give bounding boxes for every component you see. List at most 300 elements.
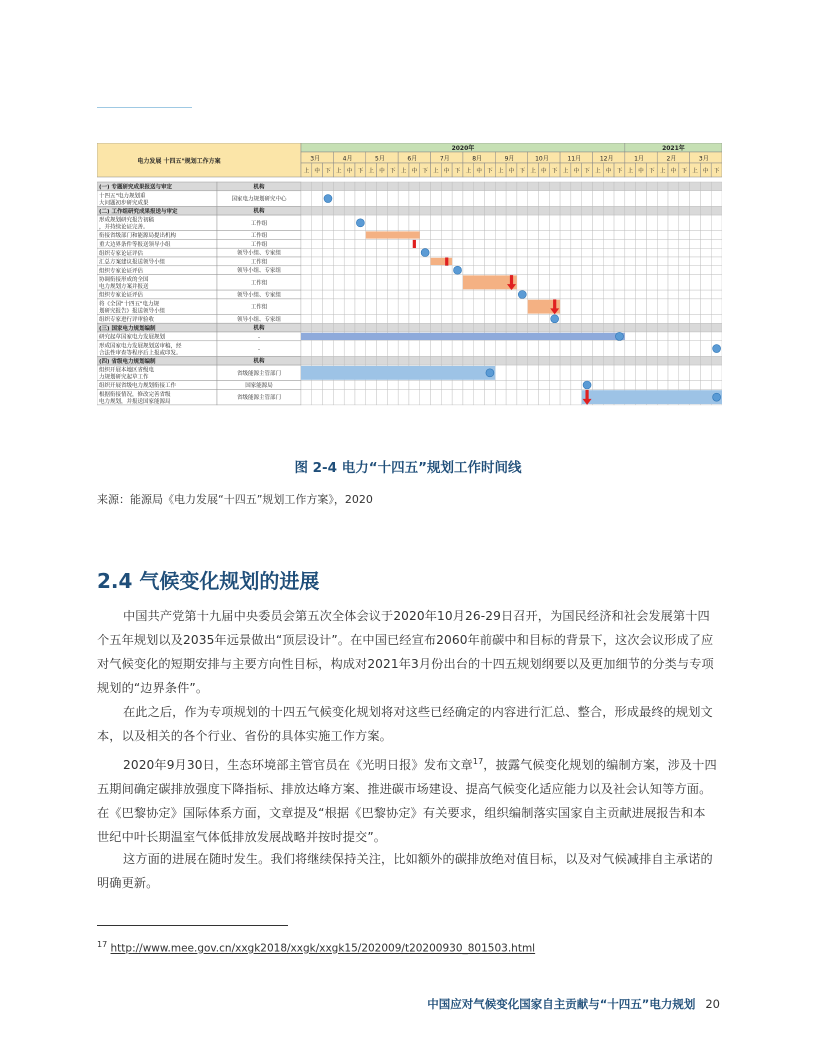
grid-cell xyxy=(333,389,344,405)
task-label: 电力规划，并报送国家能源局 xyxy=(99,398,171,405)
grid-cell xyxy=(344,266,355,275)
grid-cell xyxy=(377,191,388,207)
grid-cell xyxy=(668,248,679,257)
grid-cell xyxy=(625,356,636,365)
grid-cell xyxy=(323,275,334,291)
grid-cell xyxy=(571,365,582,381)
grid-cell xyxy=(398,266,409,275)
grid-cell xyxy=(506,206,517,215)
grid-cell xyxy=(463,266,474,275)
grid-cell xyxy=(571,341,582,357)
grid-cell xyxy=(582,191,593,207)
grid-cell xyxy=(355,314,366,323)
period-label: 下 xyxy=(681,168,687,175)
owner-label: 领导小组、专家组 xyxy=(236,250,282,257)
grid-cell xyxy=(495,314,506,323)
task-bar xyxy=(366,231,420,238)
grid-cell xyxy=(592,341,603,357)
grid-cell xyxy=(377,389,388,405)
grid-cell xyxy=(582,314,593,323)
grid-cell xyxy=(679,314,690,323)
grid-cell xyxy=(409,206,420,215)
grid-cell xyxy=(474,239,485,248)
task-label: 形成国家电力发展规划送审稿，经 xyxy=(99,343,182,350)
grid-cell xyxy=(603,266,614,275)
grid-cell xyxy=(517,248,528,257)
grid-cell xyxy=(625,248,636,257)
grid-cell xyxy=(333,266,344,275)
grid-cell xyxy=(560,248,571,257)
month-label: 2月 xyxy=(666,155,677,163)
grid-cell xyxy=(711,356,722,365)
grid-cell xyxy=(711,215,722,231)
grid-cell xyxy=(679,206,690,215)
grid-cell xyxy=(538,191,549,207)
grid-cell xyxy=(431,356,442,365)
grid-cell xyxy=(377,314,388,323)
grid-cell xyxy=(528,239,539,248)
owner-label: 工作组 xyxy=(250,220,268,227)
grid-cell xyxy=(592,266,603,275)
grid-cell xyxy=(538,257,549,266)
grid-cell xyxy=(560,215,571,231)
grid-cell xyxy=(474,290,485,299)
month-label: 7月 xyxy=(439,155,450,163)
grid-cell xyxy=(614,381,625,390)
grid-cell xyxy=(377,381,388,390)
grid-cell xyxy=(711,299,722,315)
grid-cell xyxy=(711,206,722,215)
grid-cell xyxy=(431,323,442,332)
grid-cell xyxy=(517,215,528,231)
grid-cell xyxy=(646,314,657,323)
grid-cell xyxy=(355,257,366,266)
grid-cell xyxy=(463,341,474,357)
grid-cell xyxy=(582,248,593,257)
grid-cell xyxy=(387,275,398,291)
grid-cell xyxy=(592,231,603,240)
period-label: 中 xyxy=(541,168,547,175)
task-label: 合法性审查等程序后上报或印发。 xyxy=(99,350,182,357)
grid-cell xyxy=(657,314,668,323)
grid-cell xyxy=(301,239,312,248)
grid-cell xyxy=(431,266,442,275)
grid-cell xyxy=(657,215,668,231)
grid-cell xyxy=(409,275,420,291)
grid-cell xyxy=(312,275,323,291)
task-label: 组织开展本地区省级电 xyxy=(99,367,155,374)
grid-cell xyxy=(560,323,571,332)
grid-cell xyxy=(560,275,571,291)
grid-cell xyxy=(711,257,722,266)
grid-cell xyxy=(668,356,679,365)
grid-cell xyxy=(646,341,657,357)
grid-cell xyxy=(657,381,668,390)
grid-cell xyxy=(538,381,549,390)
grid-cell xyxy=(474,248,485,257)
grid-cell xyxy=(474,191,485,207)
grid-cell xyxy=(603,191,614,207)
top-divider xyxy=(97,107,192,108)
grid-cell xyxy=(387,381,398,390)
grid-cell xyxy=(538,215,549,231)
milestone-dot xyxy=(615,332,623,340)
grid-cell xyxy=(323,290,334,299)
task-label: 重大边界条件等报送领导小组 xyxy=(99,242,171,248)
grid-cell xyxy=(474,215,485,231)
grid-cell xyxy=(668,266,679,275)
grid-cell xyxy=(420,323,431,332)
grid-cell xyxy=(690,191,701,207)
grid-cell xyxy=(625,290,636,299)
grid-cell xyxy=(377,239,388,248)
grid-cell xyxy=(312,266,323,275)
grid-cell xyxy=(646,299,657,315)
grid-cell xyxy=(333,206,344,215)
grid-cell xyxy=(668,239,679,248)
grid-cell xyxy=(582,257,593,266)
grid-cell xyxy=(657,257,668,266)
task-label: 研究起草国家电力发展规划 xyxy=(99,334,166,341)
grid-cell xyxy=(387,257,398,266)
grid-cell xyxy=(549,239,560,248)
period-label: 下 xyxy=(649,168,655,175)
grid-cell xyxy=(614,257,625,266)
grid-cell xyxy=(323,248,334,257)
grid-cell xyxy=(366,389,377,405)
grid-cell xyxy=(301,323,312,332)
grid-cell xyxy=(690,332,701,341)
grid-cell xyxy=(538,323,549,332)
grid-cell xyxy=(398,299,409,315)
task-label: (一) 专题研究成果报送与审定 xyxy=(99,184,172,191)
grid-cell xyxy=(485,248,496,257)
grid-cell xyxy=(625,314,636,323)
grid-cell xyxy=(323,323,334,332)
grid-cell xyxy=(538,248,549,257)
grid-cell xyxy=(312,206,323,215)
grid-cell xyxy=(668,323,679,332)
grid-cell xyxy=(420,239,431,248)
grid-cell xyxy=(485,191,496,207)
grid-cell xyxy=(398,206,409,215)
grid-cell xyxy=(441,266,452,275)
period-label: 中 xyxy=(443,168,450,175)
grid-cell xyxy=(657,206,668,215)
grid-cell xyxy=(668,257,679,266)
milestone-dot xyxy=(356,219,364,227)
grid-cell xyxy=(657,356,668,365)
grid-cell xyxy=(366,314,377,323)
grid-cell xyxy=(636,215,647,231)
grid-cell xyxy=(463,191,474,207)
grid-cell xyxy=(344,381,355,390)
grid-cell xyxy=(333,356,344,365)
grid-cell xyxy=(387,206,398,215)
grid-cell xyxy=(592,182,603,191)
grid-cell xyxy=(517,206,528,215)
grid-cell xyxy=(355,275,366,291)
grid-cell xyxy=(679,299,690,315)
grid-cell xyxy=(344,290,355,299)
grid-cell xyxy=(301,290,312,299)
grid-cell xyxy=(409,314,420,323)
grid-cell xyxy=(312,323,323,332)
grid-cell xyxy=(560,389,571,405)
grid-cell xyxy=(474,314,485,323)
task-bar xyxy=(463,275,517,289)
grid-cell xyxy=(474,257,485,266)
owner-label: 省级能源主管部门 xyxy=(236,370,282,377)
grid-cell xyxy=(355,182,366,191)
grid-cell xyxy=(474,381,485,390)
grid-cell xyxy=(506,215,517,231)
grid-cell xyxy=(323,314,334,323)
grid-cell xyxy=(377,275,388,291)
grid-cell xyxy=(517,341,528,357)
grid-cell xyxy=(700,182,711,191)
task-label: 组织开展省级电力规划衔接工作 xyxy=(99,383,177,390)
grid-cell xyxy=(690,275,701,291)
milestone-dot xyxy=(551,315,559,323)
grid-cell xyxy=(700,266,711,275)
grid-cell xyxy=(646,182,657,191)
grid-cell xyxy=(690,381,701,390)
task-bar xyxy=(582,390,722,404)
month-label: 5月 xyxy=(375,155,385,163)
grid-cell xyxy=(679,191,690,207)
grid-cell xyxy=(646,231,657,240)
grid-cell xyxy=(387,266,398,275)
grid-cell xyxy=(679,356,690,365)
grid-cell xyxy=(582,206,593,215)
period-label: 下 xyxy=(487,168,493,175)
grid-cell xyxy=(679,215,690,231)
grid-cell xyxy=(366,356,377,365)
grid-cell xyxy=(344,275,355,291)
grid-cell xyxy=(377,323,388,332)
grid-cell xyxy=(333,215,344,231)
grid-cell xyxy=(323,231,334,240)
grid-cell xyxy=(603,314,614,323)
grid-cell xyxy=(431,341,442,357)
grid-cell xyxy=(344,389,355,405)
grid-cell xyxy=(387,389,398,405)
grid-cell xyxy=(463,239,474,248)
grid-cell xyxy=(636,365,647,381)
month-label: 3月 xyxy=(310,155,321,163)
grid-cell xyxy=(700,332,711,341)
period-label: 中 xyxy=(314,168,320,175)
grid-cell xyxy=(409,191,420,207)
grid-cell xyxy=(344,215,355,231)
grid-cell xyxy=(614,191,625,207)
task-bar xyxy=(431,258,453,265)
grid-cell xyxy=(409,257,420,266)
grid-cell xyxy=(344,248,355,257)
grid-cell xyxy=(636,381,647,390)
grid-cell xyxy=(657,332,668,341)
grid-cell xyxy=(636,266,647,275)
owner-label: 机构 xyxy=(253,358,265,365)
grid-cell xyxy=(355,381,366,390)
grid-cell xyxy=(387,191,398,207)
grid-cell xyxy=(679,381,690,390)
grid-cell xyxy=(528,231,539,240)
grid-cell xyxy=(366,266,377,275)
grid-cell xyxy=(528,365,539,381)
task-label: 汇总方案建议报送领导小组 xyxy=(99,259,166,266)
grid-cell xyxy=(582,290,593,299)
grid-cell xyxy=(323,257,334,266)
grid-cell xyxy=(506,290,517,299)
footnote-link[interactable]: http://www.mee.gov.cn/xxgk2018/xxgk/xxgk15/202009/t20200930_801503.html xyxy=(110,942,536,955)
grid-cell xyxy=(690,290,701,299)
grid-cell xyxy=(312,231,323,240)
grid-cell xyxy=(517,239,528,248)
grid-cell xyxy=(528,215,539,231)
grid-cell xyxy=(463,231,474,240)
grid-cell xyxy=(603,275,614,291)
grid-cell xyxy=(398,248,409,257)
grid-cell xyxy=(344,231,355,240)
deadline-arrow-shaft xyxy=(445,258,448,267)
grid-cell xyxy=(679,341,690,357)
owner-label: 机构 xyxy=(253,325,265,332)
grid-cell xyxy=(711,191,722,207)
owner-label: 工作组 xyxy=(250,259,268,266)
grid-cell xyxy=(366,215,377,231)
grid-cell xyxy=(636,290,647,299)
period-label: 中 xyxy=(411,168,418,175)
period-label: 中 xyxy=(476,168,482,175)
task-bar xyxy=(301,333,625,340)
grid-cell xyxy=(528,206,539,215)
section-heading: 2.4 气候变化规划的进展 xyxy=(97,569,320,593)
grid-cell xyxy=(711,239,722,248)
grid-cell xyxy=(560,191,571,207)
month-label: 12月 xyxy=(599,155,614,163)
grid-cell xyxy=(463,215,474,231)
grid-cell xyxy=(431,275,442,291)
grid-cell xyxy=(625,275,636,291)
grid-cell xyxy=(538,239,549,248)
grid-cell xyxy=(441,182,452,191)
grid-cell xyxy=(398,290,409,299)
grid-cell xyxy=(355,323,366,332)
grid-cell xyxy=(668,299,679,315)
grid-cell xyxy=(517,275,528,291)
grid-cell xyxy=(431,389,442,405)
grid-cell xyxy=(636,231,647,240)
grid-cell xyxy=(420,290,431,299)
owner-label: 领导小组、专家组 xyxy=(236,316,282,323)
grid-cell xyxy=(582,356,593,365)
grid-cell xyxy=(420,341,431,357)
grid-cell xyxy=(679,332,690,341)
grid-cell xyxy=(344,356,355,365)
grid-cell xyxy=(474,182,485,191)
grid-cell xyxy=(657,299,668,315)
grid-cell xyxy=(646,356,657,365)
grid-cell xyxy=(592,257,603,266)
grid-cell xyxy=(711,182,722,191)
task-label: 根据衔接情况，修改完善省级 xyxy=(99,391,171,398)
grid-cell xyxy=(495,381,506,390)
grid-cell xyxy=(636,314,647,323)
grid-cell xyxy=(646,248,657,257)
grid-cell xyxy=(603,356,614,365)
grid-cell xyxy=(603,381,614,390)
grid-cell xyxy=(506,239,517,248)
grid-cell xyxy=(690,257,701,266)
grid-cell xyxy=(506,231,517,240)
footnote-ref[interactable]: 17 xyxy=(472,757,484,766)
task-label: 组织专家进行评审验收 xyxy=(99,317,155,323)
grid-cell xyxy=(700,248,711,257)
grid-cell xyxy=(409,266,420,275)
grid-cell xyxy=(603,341,614,357)
grid-cell xyxy=(625,323,636,332)
grid-cell xyxy=(528,290,539,299)
period-label: 下 xyxy=(357,168,364,175)
grid-cell xyxy=(582,365,593,381)
grid-cell xyxy=(571,275,582,291)
grid-cell xyxy=(452,206,463,215)
grid-cell xyxy=(690,182,701,191)
grid-cell xyxy=(592,248,603,257)
footnote-number: 17 xyxy=(97,940,108,949)
grid-cell xyxy=(506,191,517,207)
grid-cell xyxy=(377,341,388,357)
grid-cell xyxy=(646,266,657,275)
grid-cell xyxy=(657,231,668,240)
grid-cell xyxy=(398,389,409,405)
task-label: 十四五"电力规划重 xyxy=(99,193,146,200)
grid-cell xyxy=(646,215,657,231)
milestone-dot xyxy=(518,291,526,299)
period-label: 下 xyxy=(584,168,590,175)
grid-cell xyxy=(560,266,571,275)
grid-cell xyxy=(452,182,463,191)
grid-cell xyxy=(603,323,614,332)
grid-cell xyxy=(420,266,431,275)
grid-cell xyxy=(323,182,334,191)
grid-cell xyxy=(452,191,463,207)
grid-cell xyxy=(377,257,388,266)
grid-cell xyxy=(571,257,582,266)
grid-cell xyxy=(323,215,334,231)
grid-cell xyxy=(603,299,614,315)
grid-cell xyxy=(301,266,312,275)
grid-cell xyxy=(690,215,701,231)
grid-cell xyxy=(571,314,582,323)
grid-cell xyxy=(463,323,474,332)
grid-cell xyxy=(668,341,679,357)
grid-cell xyxy=(452,314,463,323)
task-label: 电力规划方案并报送 xyxy=(99,284,149,291)
deadline-arrow-shaft xyxy=(510,275,513,285)
grid-cell xyxy=(679,365,690,381)
deadline-arrow-shaft xyxy=(413,240,416,249)
grid-cell xyxy=(463,206,474,215)
task-label: 形成规划研究报告初稿 xyxy=(99,217,155,224)
task-label: 大问题初步研究成果 xyxy=(99,200,149,207)
grid-cell xyxy=(549,275,560,291)
period-label: 上 xyxy=(368,168,374,175)
grid-cell xyxy=(700,323,711,332)
grid-cell xyxy=(625,299,636,315)
